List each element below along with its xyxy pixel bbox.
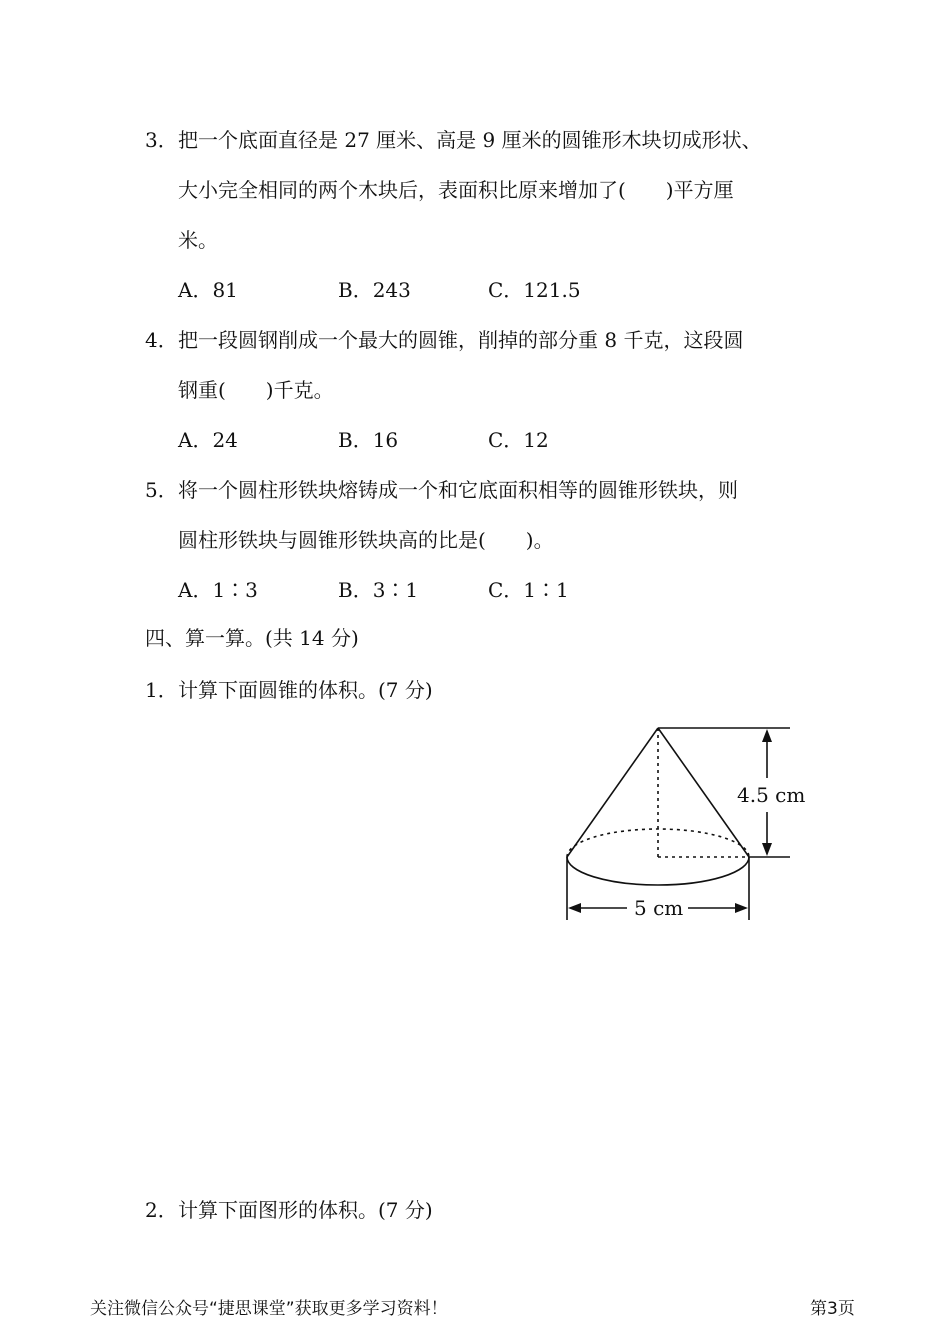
question-5-number: 5． (145, 478, 178, 502)
question-5-line-2: 圆柱形铁块与圆锥形铁块高的比是( )。 (178, 528, 554, 552)
section-4-item-2-text: 计算下面图形的体积。(7 分) (178, 1198, 433, 1222)
question-3-option-c: C．121.5 (488, 278, 581, 302)
diameter-label: 5 cm (634, 896, 684, 920)
section-4-item-1-number: 1． (145, 678, 178, 702)
question-5-option-c: C．1∶1 (488, 578, 569, 602)
diameter-arrow-right (735, 903, 748, 913)
question-5-option-a: A．1∶3 (178, 578, 258, 602)
section-4-title: 四、算一算。(共 14 分) (145, 626, 359, 650)
question-3-line-1: 把一个底面直径是 27 厘米、高是 9 厘米的圆锥形木块切成形状、 (178, 128, 762, 152)
footer-promo: 关注微信公众号“捷思课堂”获取更多学习资料！ (90, 1299, 448, 1319)
cone-right-edge (658, 728, 749, 857)
question-4-line-2: 钢重( )千克。 (178, 378, 334, 402)
cone-left-edge (567, 728, 658, 857)
question-4-option-c: C．12 (488, 428, 549, 452)
question-4-number: 4． (145, 328, 178, 352)
height-arrow-up (762, 729, 772, 742)
question-5-line-1: 将一个圆柱形铁块熔铸成一个和它底面积相等的圆锥形铁块，则 (178, 478, 738, 502)
diameter-arrow-left (568, 903, 581, 913)
cone-base-front (567, 857, 749, 885)
question-4-option-b: B．16 (338, 428, 399, 452)
question-3-option-b: B．243 (338, 278, 411, 302)
question-3-option-a: A．81 (178, 278, 238, 302)
question-3-line-2: 大小完全相同的两个木块后，表面积比原来增加了( )平方厘 (178, 178, 734, 202)
section-4-item-2-number: 2． (145, 1198, 178, 1222)
question-4-option-a: A．24 (178, 428, 238, 452)
height-label: 4.5 cm (737, 783, 806, 807)
section-4-item-1-text: 计算下面圆锥的体积。(7 分) (178, 678, 433, 702)
question-3-number: 3． (145, 128, 178, 152)
height-arrow-down (762, 843, 772, 856)
question-3-line-3: 米。 (178, 228, 218, 252)
question-4-line-1: 把一段圆钢削成一个最大的圆锥，削掉的部分重 8 千克，这段圆 (178, 328, 744, 352)
footer-page-number: 第3页 (810, 1299, 855, 1319)
question-5-option-b: B．3∶1 (338, 578, 419, 602)
